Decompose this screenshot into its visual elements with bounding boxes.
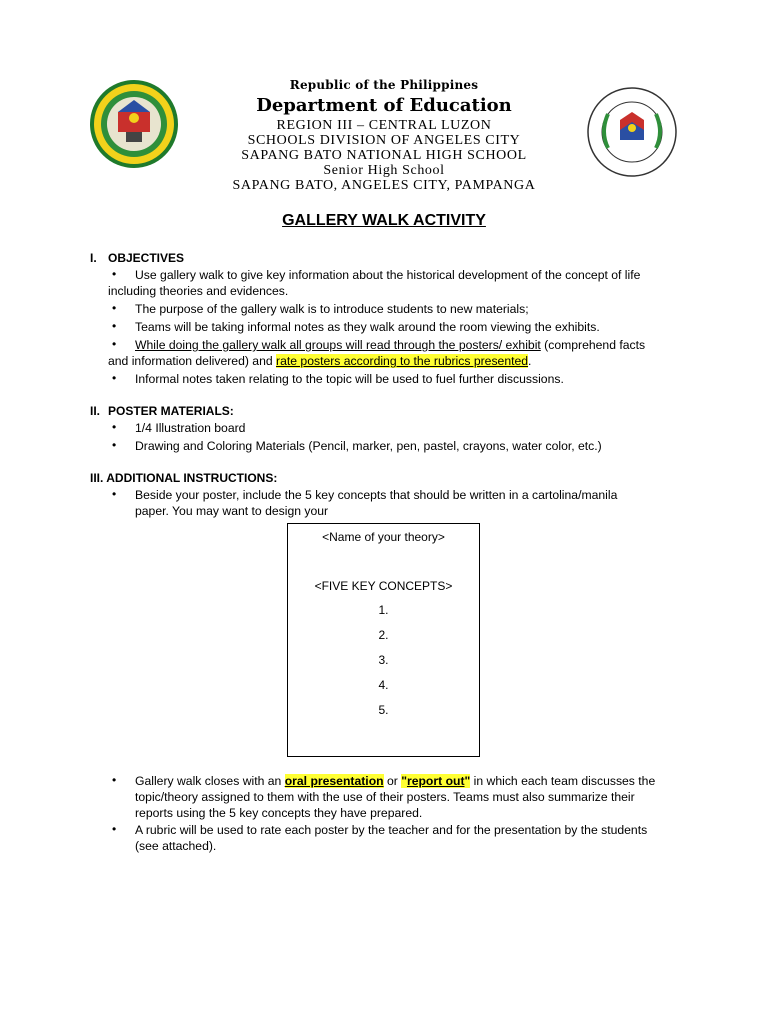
section-heading-instructions: III. ADDITIONAL INSTRUCTIONS: bbox=[90, 471, 278, 485]
deped-division-seal bbox=[88, 78, 180, 170]
republic-line: Republic of the Philippines bbox=[289, 78, 479, 92]
material-item: Drawing and Coloring Materials (Pencil, marker, pen, pastel, crayons, water color, etc.) bbox=[135, 439, 602, 453]
objective-item: Informal notes taken relating to the topic will be used to fuel further discussions. bbox=[135, 372, 564, 386]
region-line: REGION III – CENTRAL LUZON bbox=[276, 118, 492, 133]
highlighted-report-out: report out bbox=[406, 774, 465, 788]
school-line: SAPANG BATO NATIONAL HIGH SCHOOL bbox=[241, 148, 527, 163]
bullet: • bbox=[112, 319, 117, 333]
instruction-item-cont: (see attached). bbox=[135, 839, 217, 853]
objective-item-cont: including theories and evidences. bbox=[108, 284, 289, 298]
instruction-item-cont: paper. You may want to design your bbox=[135, 504, 329, 518]
bullet: • bbox=[112, 267, 117, 281]
bullet: • bbox=[112, 773, 117, 787]
document-title: GALLERY WALK ACTIVITY bbox=[282, 212, 486, 229]
material-item: 1/4 Illustration board bbox=[135, 421, 246, 435]
highlighted-oral-presentation: oral presentation bbox=[284, 774, 384, 788]
section-heading-objectives: I. OBJECTIVES bbox=[90, 251, 185, 265]
department-name: Department of Education bbox=[256, 95, 512, 116]
division-line: SCHOOLS DIVISION OF ANGELES CITY bbox=[247, 133, 521, 148]
bullet: • bbox=[112, 420, 117, 434]
bullet: • bbox=[112, 371, 117, 385]
instruction-item: Gallery walk closes with an oral presentation or "report out" in which each team discusses the bbox=[135, 774, 656, 788]
bullet: • bbox=[112, 487, 117, 501]
address-line: SAPANG BATO, ANGELES CITY, PAMPANGA bbox=[232, 178, 536, 193]
instruction-item-cont: topic/theory assigned to them with the use of their posters. Teams must also summarize their bbox=[135, 790, 635, 804]
school-seal bbox=[586, 86, 678, 178]
concept-number: 2. bbox=[378, 628, 389, 642]
theory-name-placeholder: <Name of your theory> bbox=[322, 530, 445, 544]
instruction-item-cont: reports using the 5 key concepts they have prepared. bbox=[135, 806, 423, 820]
bullet: • bbox=[112, 438, 117, 452]
concepts-template-box bbox=[287, 523, 480, 757]
instruction-item: A rubric will be used to rate each poster by the teacher and for the presentation by the students bbox=[135, 823, 648, 837]
bullet: • bbox=[112, 822, 117, 836]
objective-item: Use gallery walk to give key information about the historical development of the concept of life bbox=[135, 268, 641, 282]
bullet: • bbox=[112, 301, 117, 315]
instruction-item: Beside your poster, include the 5 key concepts that should be written in a cartolina/manila bbox=[135, 488, 618, 502]
key-concepts-heading: <FIVE KEY CONCEPTS> bbox=[314, 579, 453, 593]
section-heading-materials: II. POSTER MATERIALS: bbox=[90, 404, 234, 418]
objective-item: Teams will be taking informal notes as they walk around the room viewing the exhibits. bbox=[135, 320, 600, 334]
bullet: • bbox=[112, 337, 117, 351]
letterhead bbox=[200, 76, 568, 193]
shs-line: Senior High School bbox=[323, 163, 445, 178]
concept-number: 4. bbox=[378, 678, 389, 692]
objective-item: While doing the gallery walk all groups will read through the posters/ exhibit (comprehend facts bbox=[135, 338, 646, 352]
concept-number: 5. bbox=[378, 703, 389, 717]
concept-number: 3. bbox=[378, 653, 389, 667]
highlighted-rubrics-phrase: rate posters according to the rubrics presented bbox=[276, 354, 529, 368]
objective-item: The purpose of the gallery walk is to introduce students to new materials; bbox=[135, 302, 529, 316]
concept-number: 1. bbox=[378, 603, 389, 617]
objective-item-cont: and information delivered) and rate posters according to the rubrics presented. bbox=[108, 354, 532, 368]
